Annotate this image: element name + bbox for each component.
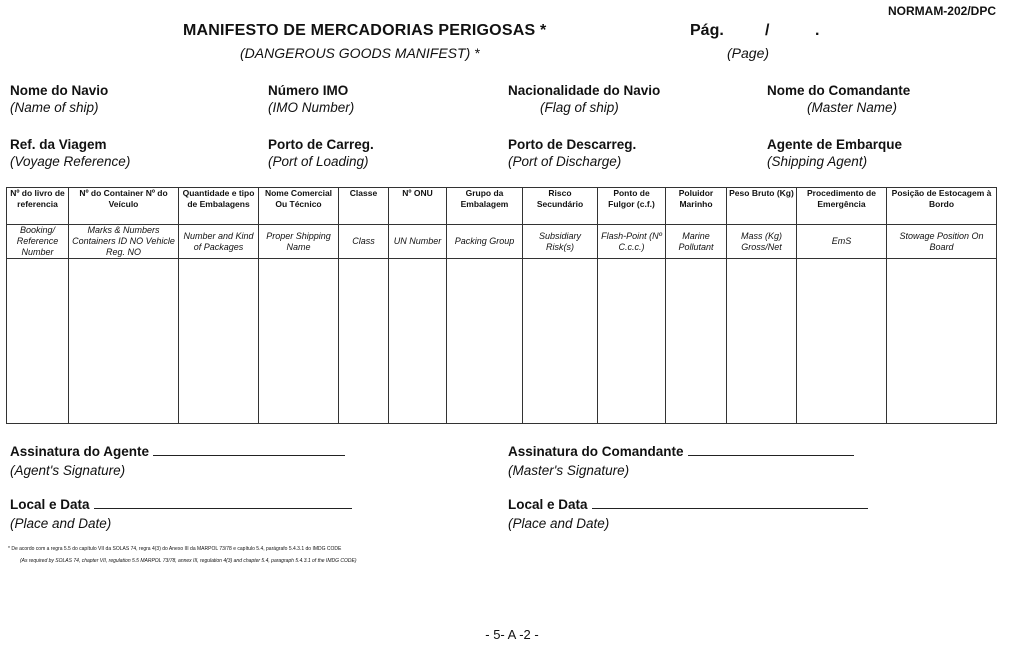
footnote-en: (As required by SOLAS 74, chapter VII, regulation 5.5 MARPOL 73/78, annex III, regulation 4(3) and chapter 5.4, paragraph 5.4.3.1 of the IMDG CODE) <box>20 558 357 564</box>
entry-cell[interactable] <box>523 259 598 424</box>
master-place-date-line[interactable] <box>592 498 868 509</box>
column-header: Quantidade e tipo de Embalagens <box>179 188 259 225</box>
field-label-en: (Flag of ship) <box>540 100 619 115</box>
field-label: Porto de Descarreg. <box>508 137 637 152</box>
column-subheader: Proper Shipping Name <box>259 225 339 259</box>
field-label-en: (Shipping Agent) <box>767 154 868 169</box>
master-signature-label: Assinatura do Comandante <box>508 444 684 459</box>
entry-cell[interactable] <box>339 259 389 424</box>
agent-signature-block <box>10 443 345 478</box>
field-label: Nome do Comandante <box>767 83 911 98</box>
document-title: MANIFESTO DE MERCADORIAS PERIGOSAS * <box>183 22 547 39</box>
page-label-en: (Page) <box>727 45 770 61</box>
field-label-en: (Port of Loading) <box>268 154 369 169</box>
column-subheader: Subsidiary Risk(s) <box>523 225 598 259</box>
manifest-table <box>6 187 997 424</box>
field-label-en: (Port of Discharge) <box>508 154 622 169</box>
column-header: Nº ONU <box>389 188 447 225</box>
field-label-en: (Name of ship) <box>10 100 99 115</box>
column-subheader: Flash-Point (Nº C.c.c.) <box>598 225 666 259</box>
field-label-en: (Master Name) <box>807 100 898 115</box>
page-number: - 5- A -2 - <box>485 627 539 642</box>
table-header-row <box>7 188 997 225</box>
entry-cell[interactable] <box>7 259 69 424</box>
master-signature-label-en: (Master's Signature) <box>508 463 630 478</box>
column-subheader: Class <box>339 225 389 259</box>
column-subheader: Stowage Position On Board <box>887 225 997 259</box>
field-label: Porto de Carreg. <box>268 137 374 152</box>
entry-cell[interactable] <box>447 259 523 424</box>
field-voyage-reference <box>10 137 130 169</box>
page-label: Pág. <box>690 22 724 39</box>
field-label-en: (Voyage Reference) <box>10 154 131 169</box>
entry-cell[interactable] <box>69 259 179 424</box>
column-header: Poluidor Marinho <box>666 188 727 225</box>
column-subheader: EmS <box>797 225 887 259</box>
field-imo-number <box>268 83 354 115</box>
column-header: Ponto de Fulgor (c.f.) <box>598 188 666 225</box>
field-label: Agente de Embarque <box>767 137 903 152</box>
entry-cell[interactable] <box>887 259 997 424</box>
agent-signature-label-en: (Agent's Signature) <box>10 463 126 478</box>
column-subheader: Marks & Numbers Containers ID NO Vehicle Reg. NO <box>69 225 179 259</box>
entry-cell[interactable] <box>666 259 727 424</box>
place-date-label: Local e Data <box>10 497 90 512</box>
entry-cell[interactable] <box>389 259 447 424</box>
field-port-loading <box>268 137 374 169</box>
field-label: Número IMO <box>268 83 349 98</box>
column-header: Classe <box>339 188 389 225</box>
document-subtitle: (DANGEROUS GOODS MANIFEST) * <box>240 45 480 61</box>
field-ship-name <box>10 83 108 115</box>
entry-cell[interactable] <box>797 259 887 424</box>
field-label: Nome do Navio <box>10 83 109 98</box>
agent-signature-label: Assinatura do Agente <box>10 444 150 459</box>
table-entry-row <box>7 259 997 424</box>
entry-cell[interactable] <box>727 259 797 424</box>
column-header: Posição de Estocagem à Bordo <box>887 188 997 225</box>
master-signature-block <box>508 443 854 478</box>
master-signature-line[interactable] <box>688 445 854 456</box>
place-date-label-en: (Place and Date) <box>508 516 610 531</box>
document-code: NORMAM-202/DPC <box>887 4 996 18</box>
field-label-en: (IMO Number) <box>268 100 355 115</box>
entry-cell[interactable] <box>259 259 339 424</box>
entry-cell[interactable] <box>598 259 666 424</box>
column-subheader: Marine Pollutant <box>666 225 727 259</box>
column-header: Nome Comercial Ou Técnico <box>259 188 339 225</box>
column-subheader: UN Number <box>389 225 447 259</box>
field-port-discharge <box>508 137 636 169</box>
place-date-label-en: (Place and Date) <box>10 516 112 531</box>
column-header: Peso Bruto (Kg) <box>727 188 797 225</box>
column-header: Risco Secundário <box>523 188 598 225</box>
master-place-date-block <box>508 496 868 531</box>
field-label: Nacionalidade do Navio <box>508 83 661 98</box>
column-subheader: Booking/ Reference Number <box>7 225 69 259</box>
place-date-label: Local e Data <box>508 497 588 512</box>
column-subheader: Packing Group <box>447 225 523 259</box>
field-shipping-agent <box>767 137 902 169</box>
field-label: Ref. da Viagem <box>10 137 107 152</box>
field-flag <box>508 83 660 115</box>
page-slash: / <box>765 22 770 39</box>
column-subheader: Mass (Kg) Gross/Net <box>727 225 797 259</box>
column-header: Procedimento de Emergência <box>797 188 887 225</box>
agent-place-date-block <box>10 496 352 531</box>
field-master-name <box>767 83 910 115</box>
agent-place-date-line[interactable] <box>94 498 352 509</box>
page-dot: . <box>815 22 820 39</box>
agent-signature-line[interactable] <box>153 445 345 456</box>
footnote-pt: * De acordo com a regra 5.5 do capítulo VII da SOLAS 74, regra 4(3) do Anexo III da MARPOL 73/78 e capítulo 5.4, parágrafo 5.4.3.1 do IMDG CODE <box>8 546 342 552</box>
column-subheader: Number and Kind of Packages <box>179 225 259 259</box>
entry-cell[interactable] <box>179 259 259 424</box>
table-subheader-row <box>7 225 997 259</box>
column-header: Grupo da Embalagem <box>447 188 523 225</box>
column-header: Nº do livro de referencia <box>7 188 69 225</box>
column-header: Nº do Container Nº do Veículo <box>69 188 179 225</box>
